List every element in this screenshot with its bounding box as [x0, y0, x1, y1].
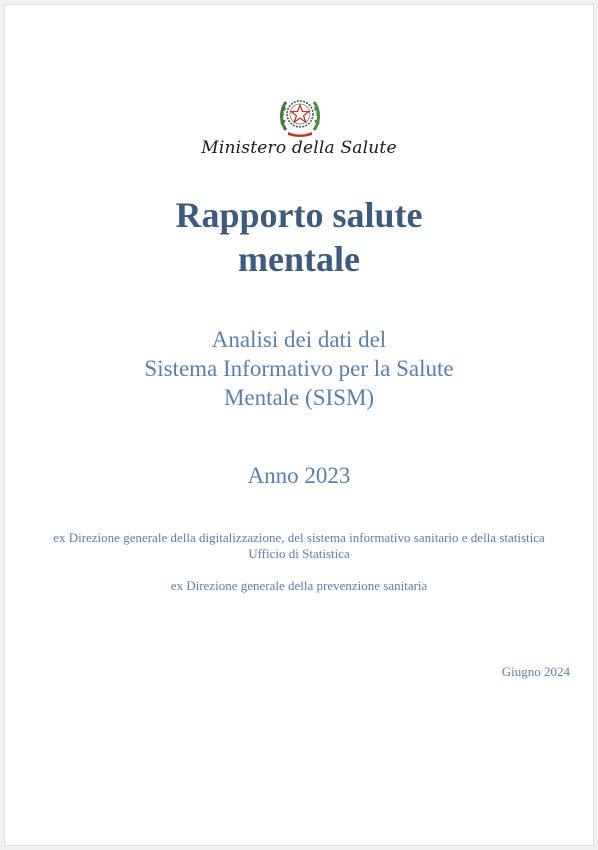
subtitle-line3: Mentale (SISM): [223, 385, 375, 410]
department-1-name: ex Direzione generale della digitalizzazione, del sistema informativo sanitario e della statistica: [53, 530, 545, 545]
subtitle-line1: Analisi dei dati del: [211, 327, 387, 352]
department-2-name: ex Direzione generale della prevenzione sanitaria: [170, 578, 428, 593]
italian-republic-emblem-icon: [278, 92, 322, 138]
publication-date: Giugno 2024: [501, 664, 570, 679]
report-title-line2: mentale: [238, 239, 360, 279]
department-1-office: Ufficio di Statistica: [248, 546, 350, 561]
report-year: Anno 2023: [247, 463, 351, 488]
report-title-line1: Rapporto salute: [175, 195, 423, 235]
report-title: [0, 193, 598, 281]
report-subtitle: [0, 325, 598, 412]
ministry-name: Ministero della Salute: [201, 138, 397, 158]
subtitle-line2: Sistema Informativo per la Salute: [144, 356, 454, 381]
